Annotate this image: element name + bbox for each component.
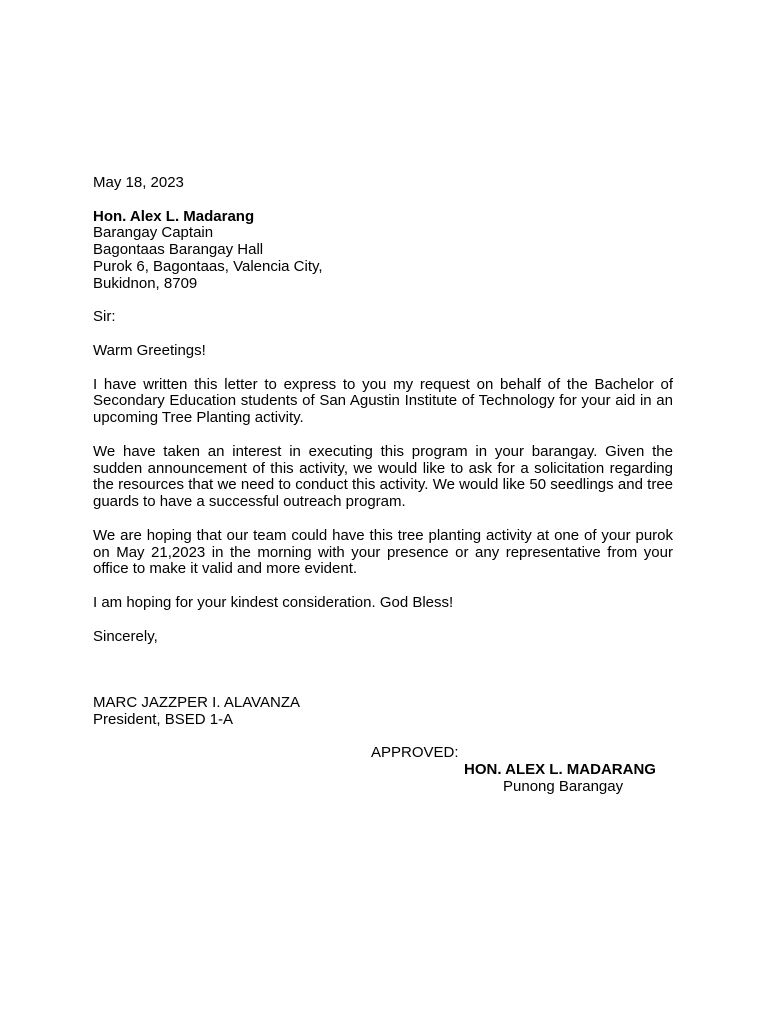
letter-date: May 18, 2023 [93, 174, 184, 191]
signer-name: MARC JAZZPER I. ALAVANZA [93, 694, 300, 711]
spacer [93, 612, 673, 629]
spacer [93, 293, 673, 310]
recipient-address-line2: Bukidnon, 8709 [93, 274, 198, 292]
approver-name: HON. ALEX L. MADARANG [464, 761, 656, 778]
spacer [93, 427, 673, 444]
recipient-block [93, 209, 673, 293]
spacer [93, 578, 673, 595]
spacer [93, 360, 673, 377]
recipient-office: Bagontaas Barangay Hall [93, 241, 264, 259]
complimentary-close: Sincerely, [93, 627, 158, 645]
signer-position: President, BSED 1-A [93, 710, 234, 728]
spacer [93, 326, 673, 343]
signature-block [93, 695, 300, 729]
salutation: Sir: [93, 308, 116, 326]
letter-body [93, 175, 673, 645]
greeting: Warm Greetings! [93, 341, 206, 359]
body-paragraph-3: We are hoping that our team could have this tree planting activity at one of your purok on May 21,2023 in the morning with your presence or any representative from your office to make it valid and more evident. [93, 526, 673, 578]
body-paragraph-1: I have written this letter to express to you my request on behalf of the Bachelor of Secondary Education students of San Agustin Institute of Technology for your aid in an upcoming Tree Planting activity. [93, 375, 673, 427]
recipient-address-line1: Purok 6, Bagontaas, Valencia City, [93, 257, 323, 275]
body-paragraph-2: We have taken an interest in executing this program in your barangay. Given the sudden announcement of this activity, we would like to ask for a solicitation regarding the resources that we need to conduct this activity. We would like 50 seedlings and tree guards to have a successful outreach program. [93, 442, 673, 511]
approver-title: Punong Barangay [503, 778, 624, 795]
closing-line: I am hoping for your kindest consideration. God Bless! [93, 593, 454, 611]
spacer [93, 511, 673, 528]
recipient-title: Barangay Captain [93, 224, 214, 242]
recipient-name: Hon. Alex L. Madarang [93, 207, 255, 225]
spacer [93, 192, 673, 209]
approved-label: APPROVED: [371, 744, 459, 761]
